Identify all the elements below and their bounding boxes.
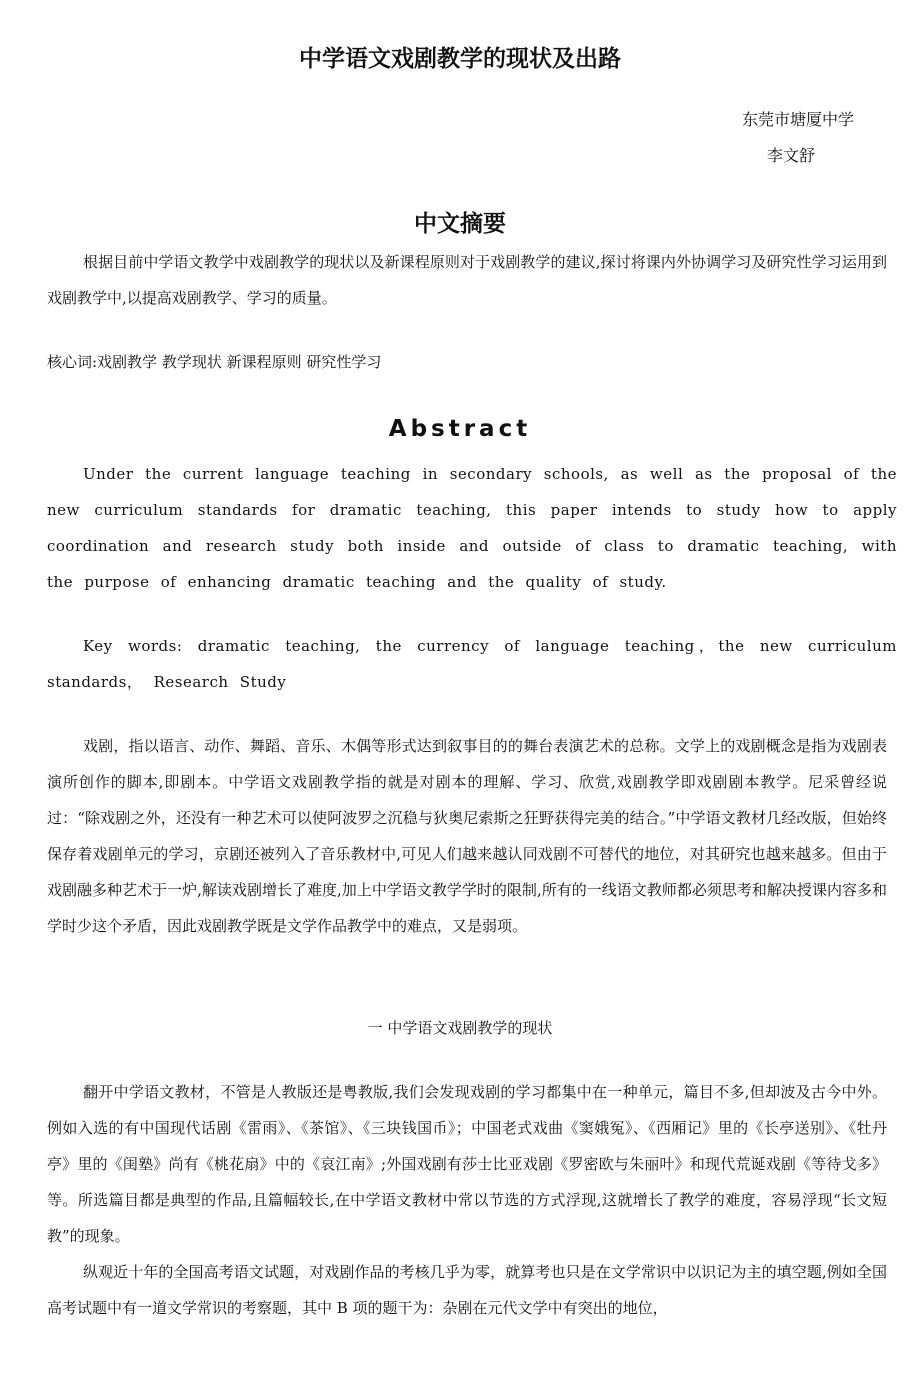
chinese-abstract-heading: 中文摘要 (414, 211, 506, 237)
english-keywords: Key words: dramatic teaching, the currency of language teaching，the new curriculum standards， Research Study (47, 637, 897, 691)
intro-paragraph: 戏剧，指以语言、动作、舞蹈、音乐、木偶等形式达到叙事目的的舞台表演艺术的总称。文学上的戏剧概念是指为戏剧表演所创作的脚本,即剧本。中学语文戏剧教学指的就是对剧本的理解、学习、欣赏,戏剧教学即戏剧剧本教学。尼采曾经说过：“除戏剧之外，还没有一种艺术可以使阿波罗之沉稳与狄奥尼索斯之狂野获得完美的结合。”中学语文教材几经改版，但始终保存着戏剧单元的学习，京剧还被列入了音乐教材中,可见人们越来越认同戏剧不可替代的地位，对其研究也越来越多。但由于戏剧融多种艺术于一炉,解读戏剧增长了难度,加上中学语文教学学时的限制,所有的一线语文教师都必须思考和解决授课内容多和学时少这个矛盾，因此戏剧教学既是文学作品教学中的难点，又是弱项。 (47, 737, 887, 935)
chinese-abstract-text: 根据目前中学语文教学中戏剧教学的现状以及新课程原则对于戏剧教学的建议,探讨将课内外协调学习及研究性学习运用到戏剧教学中,以提高戏剧教学、学习的质量。 (47, 253, 887, 307)
english-abstract-heading: Abstract (388, 416, 532, 442)
body-paragraph-1: 翻开中学语文教材，不管是人教版还是粤教版,我们会发现戏剧的学习都集中在一种单元，篇目不多,但却波及古今中外。例如入选的有中国现代话剧《雷雨》、《茶馆》、《三块钱国币》；中国老式戏曲《窦娥冤》、《西厢记》里的《长亭送别》、《牡丹亭》里的《闺塾》尚有《桃花扇》中的《哀江南》;外国戏剧有莎士比亚戏剧《罗密欧与朱丽叶》和现代荒诞戏剧《等待戈多》等。所选篇目都是典型的作品,且篇幅较长,在中学语文教材中常以节选的方式浮现,这就增长了教学的难度，容易浮现“长文短教”的现象。 (47, 1083, 887, 1245)
english-abstract-text: Under the current language teaching in secondary schools, as well as the proposal of the new curriculum standards for dramatic teaching, this paper intends to study how to apply coordination and research study both inside and outside of class to dramatic teaching, with the purpose of enhancing dramatic teaching and the quality of study. (47, 465, 897, 591)
author-name: 李文舒 (767, 146, 816, 165)
body-paragraph-2: 纵观近十年的全国高考语文试题，对戏剧作品的考核几乎为零，就算考也只是在文学常识中以识记为主的填空题,例如全国高考试题中有一道文学常识的考察题，其中 B 项的题干为：杂剧在元代文学中有突出的地位， (47, 1263, 887, 1317)
author-affiliation: 东莞市塘厦中学 (741, 110, 854, 129)
paper-title: 中学语文戏剧教学的现状及出路 (299, 46, 621, 72)
section-heading: 一 中学语文戏剧教学的现状 (367, 1019, 553, 1037)
chinese-keywords: 核心词:戏剧教学 教学现状 新课程原则 研究性学习 (47, 353, 382, 371)
